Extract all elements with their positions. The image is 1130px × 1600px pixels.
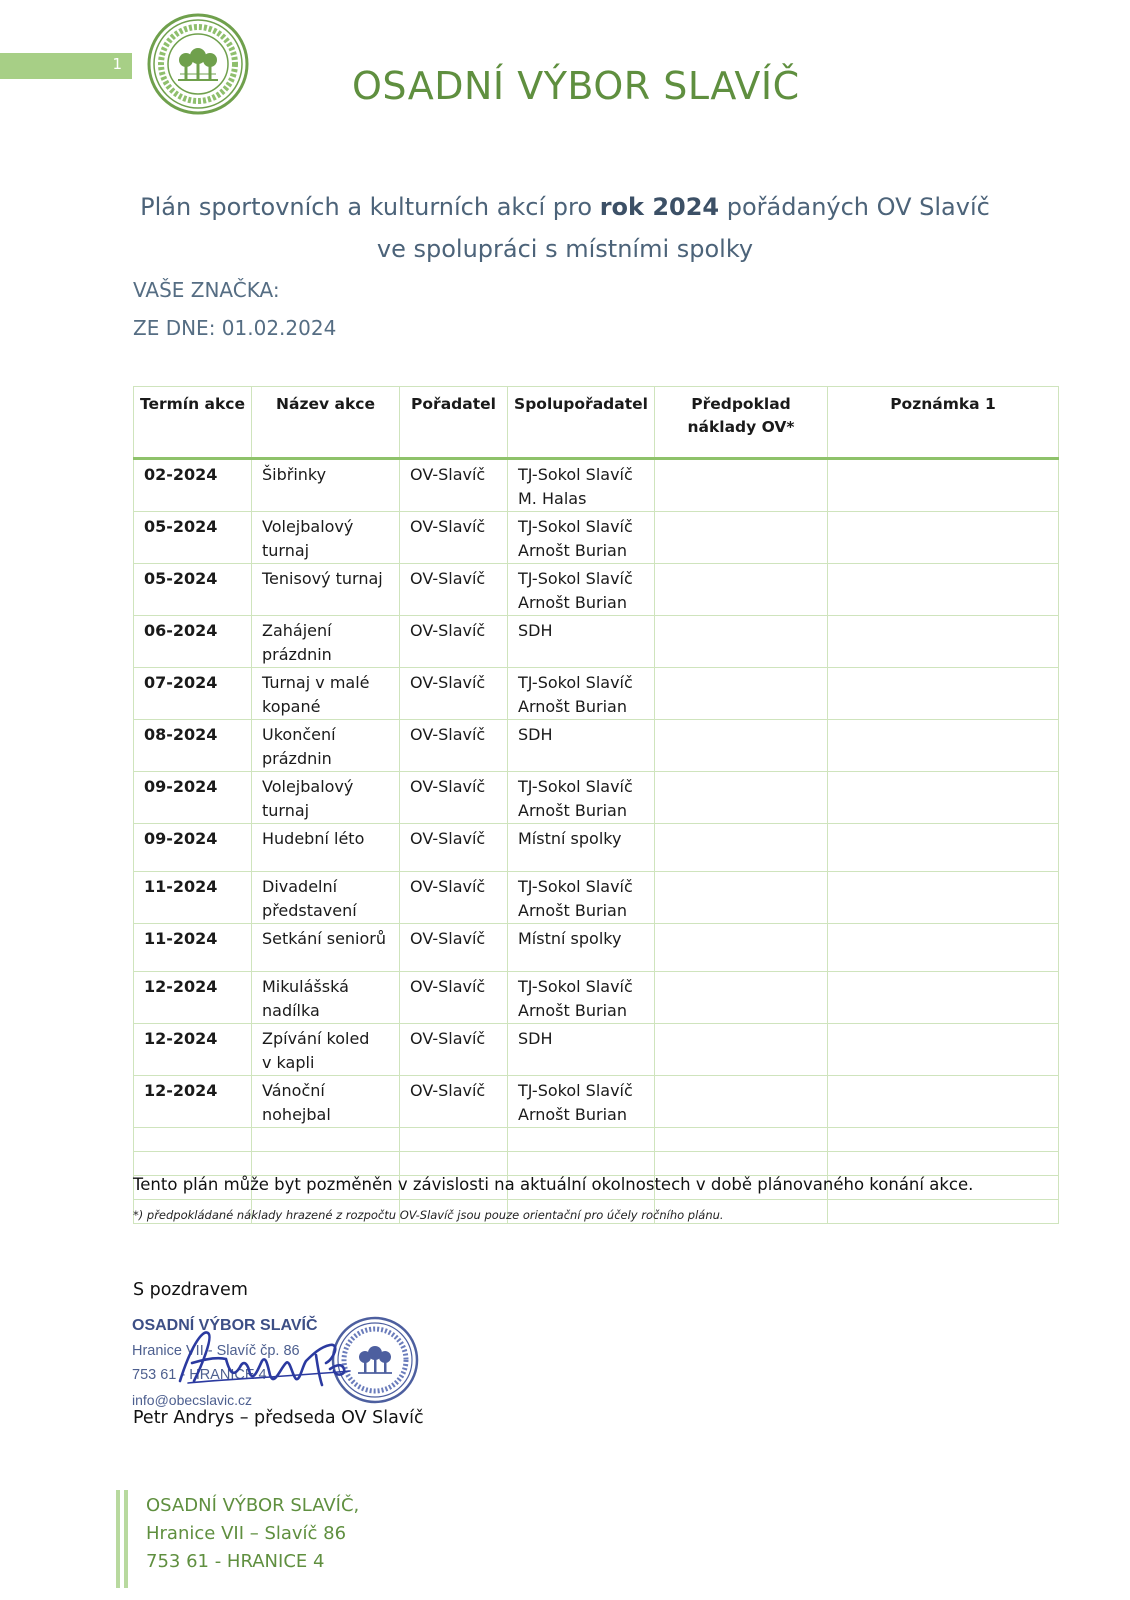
- cell-costs: [655, 564, 828, 616]
- cell-event-name-l2: nadílka: [262, 1001, 320, 1020]
- cell-organizer: OV-Slavíč: [400, 1076, 508, 1128]
- plan-title-part2: pořádaných OV Slavíč: [719, 193, 990, 221]
- cell-coorganizer-l1: TJ-Sokol Slavíč: [518, 1081, 633, 1100]
- signer-name: Petr Andrys – předseda OV Slavíč: [133, 1408, 424, 1428]
- table-row: [134, 924, 1059, 972]
- your-reference: VAŠE ZNAČKA:: [133, 278, 280, 302]
- cell-coorganizer-l1: TJ-Sokol Slavíč: [518, 673, 633, 692]
- page-number: 1: [112, 55, 122, 73]
- table-row: [134, 824, 1059, 872]
- cell-event-name: [252, 668, 400, 720]
- cell-organizer: OV-Slavíč: [400, 824, 508, 872]
- stamp-address: Hranice VII - Slavíč čp. 86: [132, 1343, 300, 1359]
- cell-event-name-l2: kopané: [262, 697, 321, 716]
- cell-coorganizer-l1: TJ-Sokol Slavíč: [518, 465, 633, 484]
- cell-note: [828, 720, 1059, 772]
- cell-note: [828, 512, 1059, 564]
- cell-organizer: OV-Slavíč: [400, 1024, 508, 1076]
- table-row-empty: [134, 1152, 1059, 1176]
- cell-organizer: OV-Slavíč: [400, 720, 508, 772]
- cell-event-name-l2: v kapli: [262, 1053, 315, 1072]
- cell-organizer: OV-Slavíč: [400, 872, 508, 924]
- cell-organizer: OV-Slavíč: [400, 972, 508, 1024]
- cell-event-name-l1: Vánoční: [262, 1081, 325, 1100]
- cell-event-name-l1: Hudební léto: [262, 829, 365, 848]
- table-row: [134, 720, 1059, 772]
- cell-coorganizer: [508, 972, 655, 1024]
- footer-bar: [116, 1490, 120, 1588]
- cell-organizer: OV-Slavíč: [400, 924, 508, 972]
- table-row: [134, 772, 1059, 824]
- cell-event-name: [252, 564, 400, 616]
- cell-event-name: [252, 1024, 400, 1076]
- cell-event-name-l1: Turnaj v malé: [262, 673, 370, 692]
- cell-event-name-l2: představení: [262, 901, 357, 920]
- col-header-costs-l2: náklady OV*: [687, 418, 795, 436]
- cell-event-name-l2: turnaj: [262, 801, 310, 820]
- cell-coorganizer: [508, 564, 655, 616]
- col-header-name: Název akce: [252, 387, 400, 459]
- cost-footnote: *) předpokládané náklady hrazené z rozpočtu OV-Slavíč jsou pouze orientační pro účely ročního plánu.: [133, 1208, 724, 1222]
- cell-event-name: [252, 720, 400, 772]
- table-row-empty: [134, 1128, 1059, 1152]
- cell-event-name-l1: Setkání seniorů: [262, 929, 387, 948]
- events-table: [133, 386, 1059, 1224]
- org-title: OSADNÍ VÝBOR SLAVÍČ: [352, 64, 800, 108]
- cell-event-name: [252, 616, 400, 668]
- cell-event-name-l1: Zpívání koled: [262, 1029, 370, 1048]
- cell-note: [828, 772, 1059, 824]
- cell-date: 12-2024: [134, 1024, 252, 1076]
- cell-costs: [655, 824, 828, 872]
- cell-organizer: OV-Slavíč: [400, 772, 508, 824]
- village-seal-logo: [146, 12, 250, 116]
- cell-coorganizer: [508, 668, 655, 720]
- table-row: [134, 459, 1059, 512]
- plan-title-part1: Plán sportovních a kulturních akcí pro: [140, 193, 600, 221]
- col-header-costs-l1: Předpoklad: [691, 395, 791, 413]
- cell-costs: [655, 1076, 828, 1128]
- cell-costs: [655, 924, 828, 972]
- cell-organizer: OV-Slavíč: [400, 616, 508, 668]
- cell-event-name: [252, 972, 400, 1024]
- cell-event-name: [252, 872, 400, 924]
- cell-date: 07-2024: [134, 668, 252, 720]
- footer-address: Hranice VII – Slavíč 86: [146, 1523, 347, 1544]
- cell-event-name-l1: Volejbalový: [262, 777, 354, 796]
- cell-costs: [655, 668, 828, 720]
- cell-coorganizer-l2: Arnošt Burian: [518, 801, 627, 820]
- cell-note: [828, 668, 1059, 720]
- table-row: [134, 564, 1059, 616]
- plan-title-line1: [0, 193, 1130, 221]
- cell-date: 12-2024: [134, 1076, 252, 1128]
- cell-note: [828, 616, 1059, 668]
- table-row: [134, 1024, 1059, 1076]
- cell-date: 11-2024: [134, 924, 252, 972]
- cell-date: 11-2024: [134, 872, 252, 924]
- cell-note: [828, 564, 1059, 616]
- cell-coorganizer: [508, 720, 655, 772]
- cell-coorganizer-l1: Místní spolky: [518, 929, 622, 948]
- cell-coorganizer: [508, 512, 655, 564]
- footer-bar: [124, 1490, 128, 1588]
- stamp-postcode: 753 61 - HRANICE 4: [132, 1367, 267, 1383]
- col-header-organizer: Pořadatel: [400, 387, 508, 459]
- table-header-row: [134, 387, 1059, 459]
- footer-org: OSADNÍ VÝBOR SLAVÍČ,: [146, 1495, 360, 1516]
- cell-coorganizer: [508, 824, 655, 872]
- cell-coorganizer-l2: M. Halas: [518, 489, 587, 508]
- cell-event-name-l2: prázdnin: [262, 749, 332, 768]
- cell-note: [828, 1024, 1059, 1076]
- cell-coorganizer-l2: Arnošt Burian: [518, 541, 627, 560]
- table-body: [134, 459, 1059, 1224]
- cell-coorganizer: [508, 772, 655, 824]
- cell-event-name-l1: Šibřinky: [262, 465, 327, 484]
- cell-note: [828, 924, 1059, 972]
- stamp-email: info@obecslavic.cz: [132, 1392, 253, 1408]
- cell-coorganizer-l2: Arnošt Burian: [518, 901, 627, 920]
- plan-title-line2: ve spolupráci s místními spolky: [376, 235, 754, 263]
- page-number-bar: [0, 53, 132, 79]
- cell-coorganizer-l1: SDH: [518, 621, 553, 640]
- cell-coorganizer-l2: Arnošt Burian: [518, 1001, 627, 1020]
- cell-event-name: [252, 824, 400, 872]
- cell-note: [828, 872, 1059, 924]
- cell-organizer: OV-Slavíč: [400, 459, 508, 512]
- cell-costs: [655, 872, 828, 924]
- stamp-org: OSADNÍ VÝBOR SLAVÍČ: [132, 1317, 318, 1334]
- cell-date: 12-2024: [134, 972, 252, 1024]
- footer-postcode: 753 61 - HRANICE 4: [146, 1551, 325, 1572]
- cell-event-name-l1: Mikulášská: [262, 977, 349, 996]
- cell-costs: [655, 772, 828, 824]
- cell-note: [828, 972, 1059, 1024]
- cell-event-name-l2: turnaj: [262, 541, 310, 560]
- handwritten-signature-icon: [130, 1319, 390, 1399]
- cell-event-name-l1: Divadelní: [262, 877, 338, 896]
- cell-note: [828, 1076, 1059, 1128]
- cell-date: 05-2024: [134, 564, 252, 616]
- cell-coorganizer-l2: Arnošt Burian: [518, 593, 627, 612]
- col-header-date: Termín akce: [134, 387, 252, 459]
- cell-organizer: OV-Slavíč: [400, 564, 508, 616]
- cell-costs: [655, 512, 828, 564]
- cell-coorganizer-l1: SDH: [518, 1029, 553, 1048]
- cell-coorganizer: [508, 872, 655, 924]
- cell-organizer: OV-Slavíč: [400, 512, 508, 564]
- cell-coorganizer-l1: TJ-Sokol Slavíč: [518, 517, 633, 536]
- cell-date: 05-2024: [134, 512, 252, 564]
- cell-note: [828, 459, 1059, 512]
- cell-coorganizer: [508, 459, 655, 512]
- cell-costs: [655, 1024, 828, 1076]
- cell-event-name: [252, 924, 400, 972]
- date-reference: ZE DNE: 01.02.2024: [133, 316, 337, 340]
- cell-event-name: [252, 1076, 400, 1128]
- cell-event-name-l1: Volejbalový: [262, 517, 354, 536]
- table-row: [134, 512, 1059, 564]
- cell-costs: [655, 720, 828, 772]
- cell-coorganizer-l1: TJ-Sokol Slavíč: [518, 777, 633, 796]
- cell-coorganizer-l1: TJ-Sokol Slavíč: [518, 569, 633, 588]
- cell-event-name-l1: Zahájení: [262, 621, 332, 640]
- cell-date: 08-2024: [134, 720, 252, 772]
- cell-organizer: OV-Slavíč: [400, 668, 508, 720]
- cell-coorganizer-l2: Arnošt Burian: [518, 697, 627, 716]
- cell-event-name: [252, 772, 400, 824]
- cell-coorganizer-l1: SDH: [518, 725, 553, 744]
- cell-costs: [655, 616, 828, 668]
- cell-coorganizer-l1: TJ-Sokol Slavíč: [518, 877, 633, 896]
- cell-event-name-l2: prázdnin: [262, 645, 332, 664]
- cell-date: 09-2024: [134, 824, 252, 872]
- cell-coorganizer: [508, 616, 655, 668]
- cell-coorganizer: [508, 1076, 655, 1128]
- cell-costs: [655, 459, 828, 512]
- cell-date: 06-2024: [134, 616, 252, 668]
- cell-event-name-l2: nohejbal: [262, 1105, 331, 1124]
- cell-note: [828, 824, 1059, 872]
- cell-coorganizer: [508, 924, 655, 972]
- cell-date: 09-2024: [134, 772, 252, 824]
- table-row: [134, 872, 1059, 924]
- cell-date: 02-2024: [134, 459, 252, 512]
- table-row: [134, 972, 1059, 1024]
- cell-coorganizer-l2: Arnošt Burian: [518, 1105, 627, 1124]
- plan-title-year: rok 2024: [599, 193, 720, 221]
- table-row: [134, 1076, 1059, 1128]
- table-row: [134, 616, 1059, 668]
- cell-event-name-l1: Ukončení: [262, 725, 336, 744]
- cell-coorganizer-l1: Místní spolky: [518, 829, 622, 848]
- cell-coorganizer-l1: TJ-Sokol Slavíč: [518, 977, 633, 996]
- cell-event-name: [252, 459, 400, 512]
- cell-coorganizer: [508, 1024, 655, 1076]
- col-header-coorganizer: Spolupořadatel: [508, 387, 655, 459]
- col-header-costs: [655, 387, 828, 459]
- cell-costs: [655, 972, 828, 1024]
- greeting: S pozdravem: [133, 1280, 248, 1300]
- plan-disclaimer: Tento plán může byt pozměněn v závislosti na aktuální okolnostech v době plánovaného konání akce.: [133, 1175, 974, 1194]
- col-header-note: Poznámka 1: [828, 387, 1059, 459]
- table-row: [134, 668, 1059, 720]
- cell-event-name-l1: Tenisový turnaj: [262, 569, 383, 588]
- cell-event-name: [252, 512, 400, 564]
